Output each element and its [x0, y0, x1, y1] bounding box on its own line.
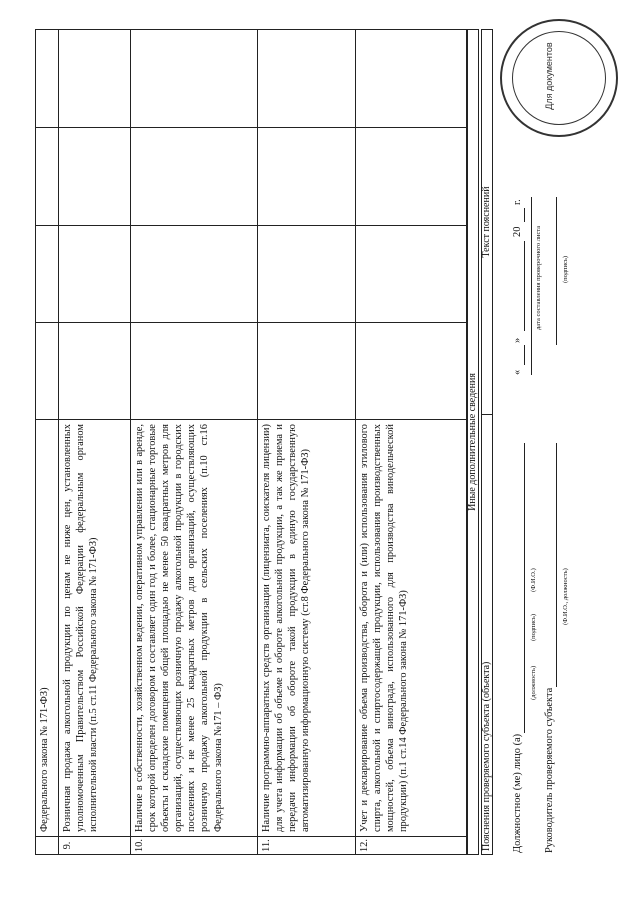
date-year-line	[524, 208, 525, 222]
official-sub-name: (Ф.И.О.)	[530, 568, 537, 592]
signature-line	[556, 197, 557, 345]
row-number: 10.	[131, 836, 257, 854]
explanation-left-label: Пояснения проверяемого субъекта (объекта)	[481, 661, 492, 851]
checklist-table	[35, 29, 467, 855]
head-sub: (Ф.И.О., должность)	[562, 568, 569, 625]
date-year-suffix: г.	[512, 199, 523, 205]
date-caption: дата составления проверочного листа	[535, 225, 542, 330]
head-signature-line	[556, 443, 557, 687]
official-stamp	[500, 19, 618, 137]
stamp-text: Для документов	[544, 42, 554, 110]
date-month-line	[524, 241, 525, 331]
requirement-text: Розничная продажа алкогольной продукции по ценам не ниже цен, установленных уполномоченным Правительством Российской Федерации федеральным органом исполнительной власти (п.5 ст.11 Федерального закона № 171-ФЗ)	[59, 419, 130, 836]
head-label: Руководитель проверяемого субъекта	[544, 687, 555, 853]
empty-cell	[356, 127, 466, 224]
empty-cell	[59, 322, 130, 419]
requirement-text: Наличие в собственности, хозяйственном ведении, оперативном управлении или в аренде, срок которой определен договором и составляет один год и более, стационарные торговые объекты и складские помещения общей площадью не менее 50 квадратных метров для организаций, осуществляющих розничную продажу алкогольной продукции в городских поселениях и не менее 25 квадратных метров для организаций, осуществляющих розничную продажу алкогольной продукции в сельских поселениях (п.10 ст.16 Федерального закона №171 – ФЗ)	[131, 419, 257, 836]
row-number: 11.	[258, 836, 355, 854]
row-number: 12.	[356, 836, 466, 854]
empty-cell	[36, 322, 58, 419]
other-info-heading: Иные дополнительные сведения	[467, 373, 478, 511]
empty-cell	[258, 30, 355, 127]
official-sub-position: (должность)	[530, 665, 537, 700]
date-quote-open: «	[512, 369, 523, 375]
table-row	[258, 30, 356, 854]
empty-cell	[59, 30, 130, 127]
empty-cell	[356, 225, 466, 322]
signature-caption: (подпись)	[562, 256, 569, 283]
empty-cell	[258, 225, 355, 322]
empty-cell	[36, 30, 58, 127]
official-label: Должностное (ме) лицо (а)	[512, 733, 523, 853]
stamp-inner-ring	[512, 31, 606, 125]
table-row	[59, 30, 131, 854]
official-sub-signature: (подпись)	[530, 614, 537, 641]
empty-cell	[131, 322, 257, 419]
empty-cell	[356, 30, 466, 127]
empty-cell	[36, 127, 58, 224]
requirement-text: Учет и декларирование объема производства, оборота и (или) использования этилового спирта, алкогольной и спиртосодержащей продукции, использования производственных мощностей, объема винограда, использованного для производства винодельческой продукции) (п.1 ст.14 Федерального закона № 171-ФЗ)	[356, 419, 466, 836]
requirement-text: Наличие программно-аппаратных средств организации (лицензиата, соискателя лицензии) для учета информации об объеме и обороте алкогольной продукции, а так же приема и передачи информации об обороте такой продукции в единую государственную автоматизированную информационную систему (ст.8 Федерального закона № 171-ФЗ)	[258, 419, 355, 836]
date-year-prefix: 20	[512, 226, 523, 237]
requirement-text: Федерального закона № 171-ФЗ)	[36, 419, 58, 836]
empty-cell	[258, 127, 355, 224]
date-day-line	[524, 345, 525, 365]
explanation-right-label: Текст пояснений	[482, 30, 492, 415]
empty-cell	[36, 225, 58, 322]
explanation-header-bar	[481, 29, 493, 855]
table-row	[131, 30, 258, 854]
other-info-heading-bar	[467, 29, 479, 855]
empty-cell	[59, 127, 130, 224]
date-caption-line	[531, 197, 532, 375]
date-quote-close: »	[512, 337, 523, 343]
table-row	[36, 30, 59, 854]
row-number	[36, 836, 58, 854]
empty-cell	[258, 322, 355, 419]
row-number: 9.	[59, 836, 130, 854]
empty-cell	[131, 127, 257, 224]
official-signature-line	[524, 443, 525, 733]
empty-cell	[131, 30, 257, 127]
empty-cell	[131, 225, 257, 322]
empty-cell	[356, 322, 466, 419]
empty-cell	[59, 225, 130, 322]
table-row	[356, 30, 466, 854]
